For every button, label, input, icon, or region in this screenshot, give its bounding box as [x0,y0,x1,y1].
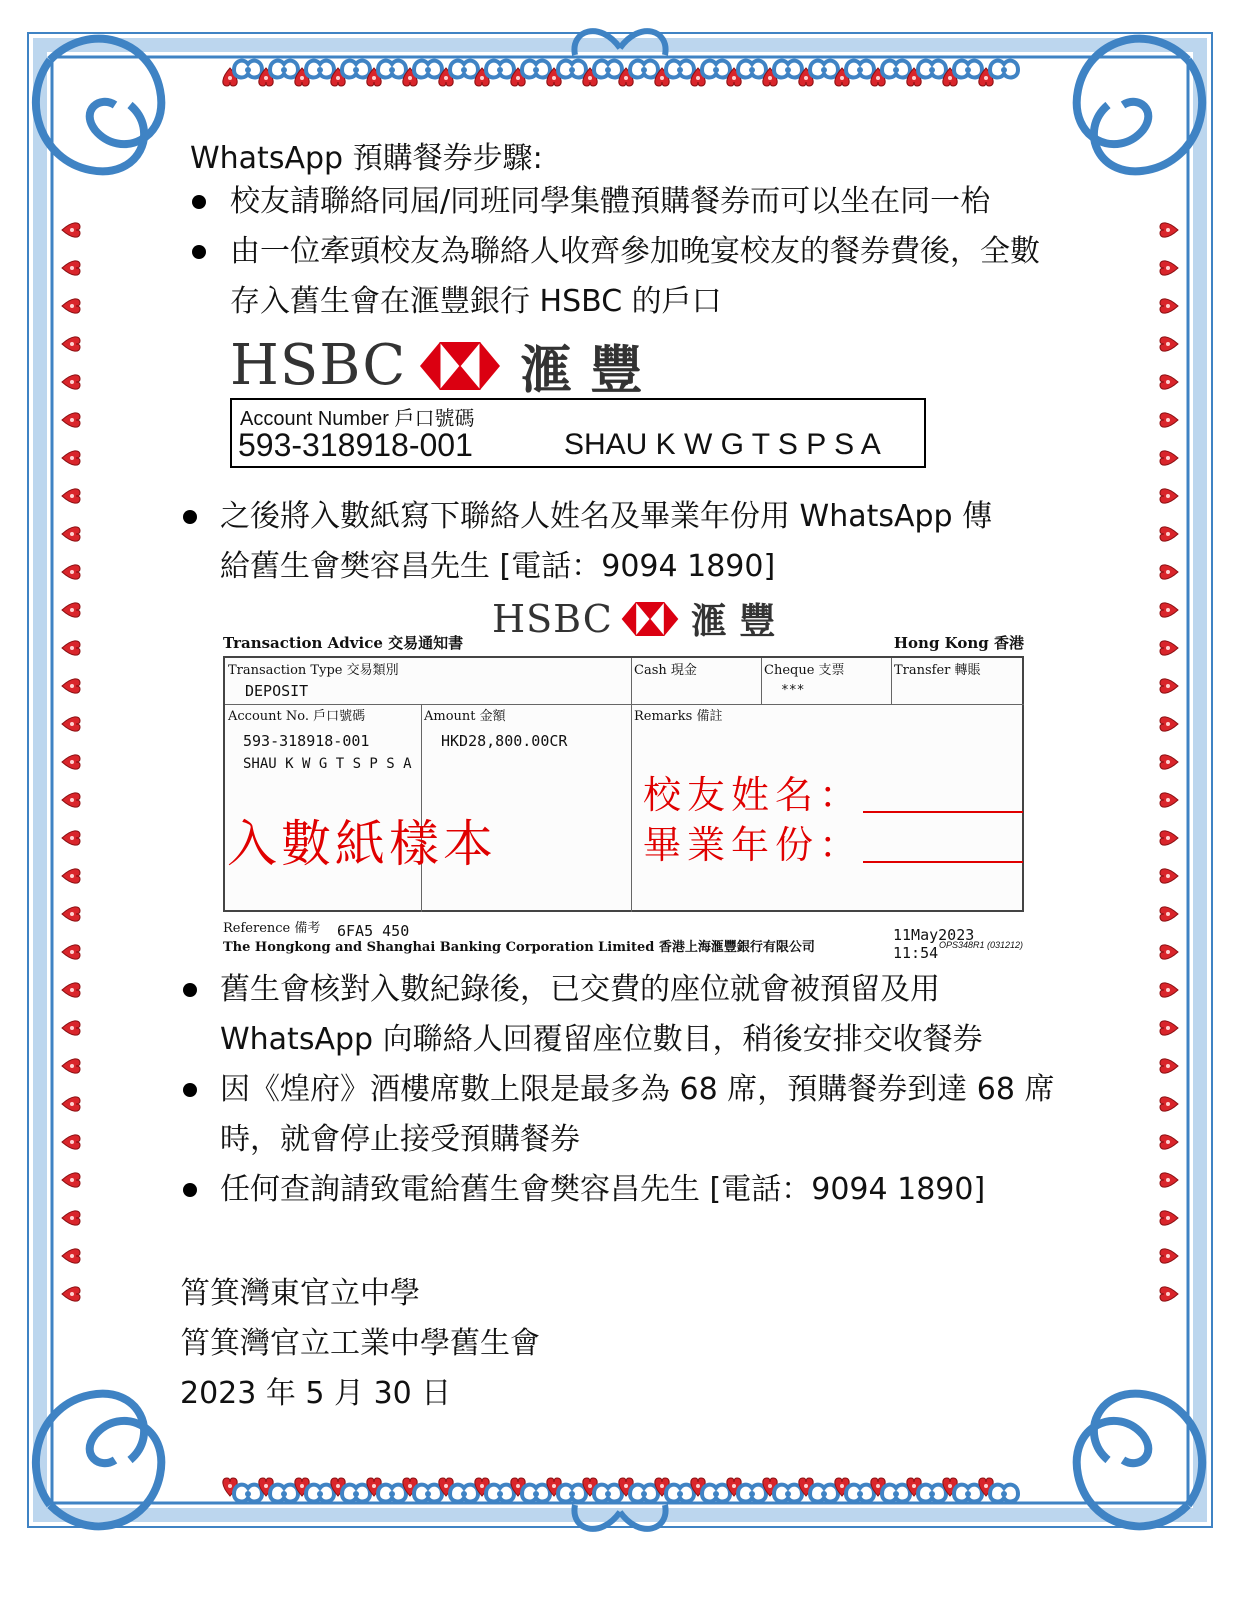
bullet-6: 任何查詢請致電給舊生會樊容昌先生 [電話：9094 1890] [220,1172,986,1207]
bullet-5-line-1: 因《煌府》酒樓席數上限是最多為 68 席，預購餐券到達 68 席 [220,1072,1055,1107]
alumni-name-field [643,764,1023,819]
hsbc-hexagon-icon [420,342,500,390]
hsbc-hexagon-icon [621,602,679,636]
cheque-value: *** [781,683,805,698]
bank-fullname: The Hongkong and Shanghai Banking Corporation Limited 香港上海滙豐銀行有限公司 [223,940,815,955]
hsbc-wordmark: HSBC [230,333,407,398]
type-cell [225,658,632,705]
bullet-3-line-1: 之後將入數紙寫下聯絡人姓名及畢業年份用 WhatsApp 傳 [220,499,993,534]
notice-date: 2023 年 5 月 30 日 [180,1376,452,1411]
bullet-3-line-2: 給舊生會樊容昌先生 [電話：9094 1890] [220,549,776,584]
cash-label: Cash 現金 [634,663,697,678]
bullet-5-line-2: 時，就會停止接受預購餐券 [220,1122,580,1157]
amount-value: HKD28,800.00CR [441,732,568,750]
bullet-icon [192,195,206,209]
timestamp: 11May2023 11:54 [893,926,975,962]
bullet-icon [183,1083,197,1097]
alumni-name-label: 校友姓名： [643,773,864,817]
bullet-4-line-2: WhatsApp 向聯絡人回覆留座位數目，稍後安排交收餐券 [220,1022,983,1057]
reference-label: Reference 備考 [223,921,321,936]
remarks-label: Remarks 備註 [634,709,723,724]
bullet-1: 校友請聯絡同屆/同班同學集體預購餐券而可以坐在同一枱 [230,184,991,219]
heading: WhatsApp 預購餐券步驟: [190,141,543,176]
form-code: OPS348R1 (031212) [939,940,1024,950]
transfer-cell [891,658,1024,705]
cheque-label: Cheque 支票 [764,663,845,678]
school-name: 筲箕灣東官立中學 [180,1276,420,1311]
sample-stamp: 入數紙樣本 [227,815,497,873]
type-value: DEPOSIT [245,682,309,700]
hsbc-wordmark: HSBC [492,596,613,641]
graduation-year-label: 畢業年份： [643,823,864,867]
transfer-label: Transfer 轉賬 [894,663,981,678]
type-label: Transaction Type 交易類別 [228,663,399,678]
cash-cell [631,658,762,705]
hsbc-logo [230,328,642,403]
account-no-label: Account No. 戶口號碼 [228,709,366,724]
bullet-2-line-2: 存入舊生會在滙豐銀行 HSBC 的戶口 [230,284,722,319]
hsbc-chinese-name: 滙 豐 [520,340,643,401]
account-number: 593-318918-001 [238,427,473,463]
bullet-icon [192,245,206,259]
alumni-name-blank [863,811,1023,813]
cheque-cell [761,658,892,705]
amount-label: Amount 金額 [424,709,506,724]
transaction-advice-slip [223,632,1026,962]
account-label: Account Number 戶口號碼 [240,408,475,430]
bullet-icon [183,510,197,524]
graduation-year-blank [863,861,1023,863]
bullet-icon [183,1183,197,1197]
graduation-year-field [643,814,1023,869]
account-no-value: 593-318918-001 [243,732,370,750]
reference-value: 6FA5 450 [337,922,410,940]
alumni-association-name: 筲箕灣官立工業中學舊生會 [180,1326,540,1361]
bullet-icon [183,983,197,997]
bullet-2-line-1: 由一位牽頭校友為聯絡人收齊參加晚宴校友的餐券費後，全數 [230,234,1040,269]
advice-title: Transaction Advice 交易通知書 [223,634,464,652]
bullet-4-line-1: 舊生會核對入數紀錄後，已交費的座位就會被預留及用 [220,972,940,1007]
account-name-value: SHAU K W G T S P S A [243,756,412,772]
account-name: SHAU K W G T S P S A [564,428,881,461]
hsbc-chinese-name: 滙 豐 [690,600,776,642]
advice-region: Hong Kong 香港 [893,634,1024,652]
account-box [230,398,926,468]
